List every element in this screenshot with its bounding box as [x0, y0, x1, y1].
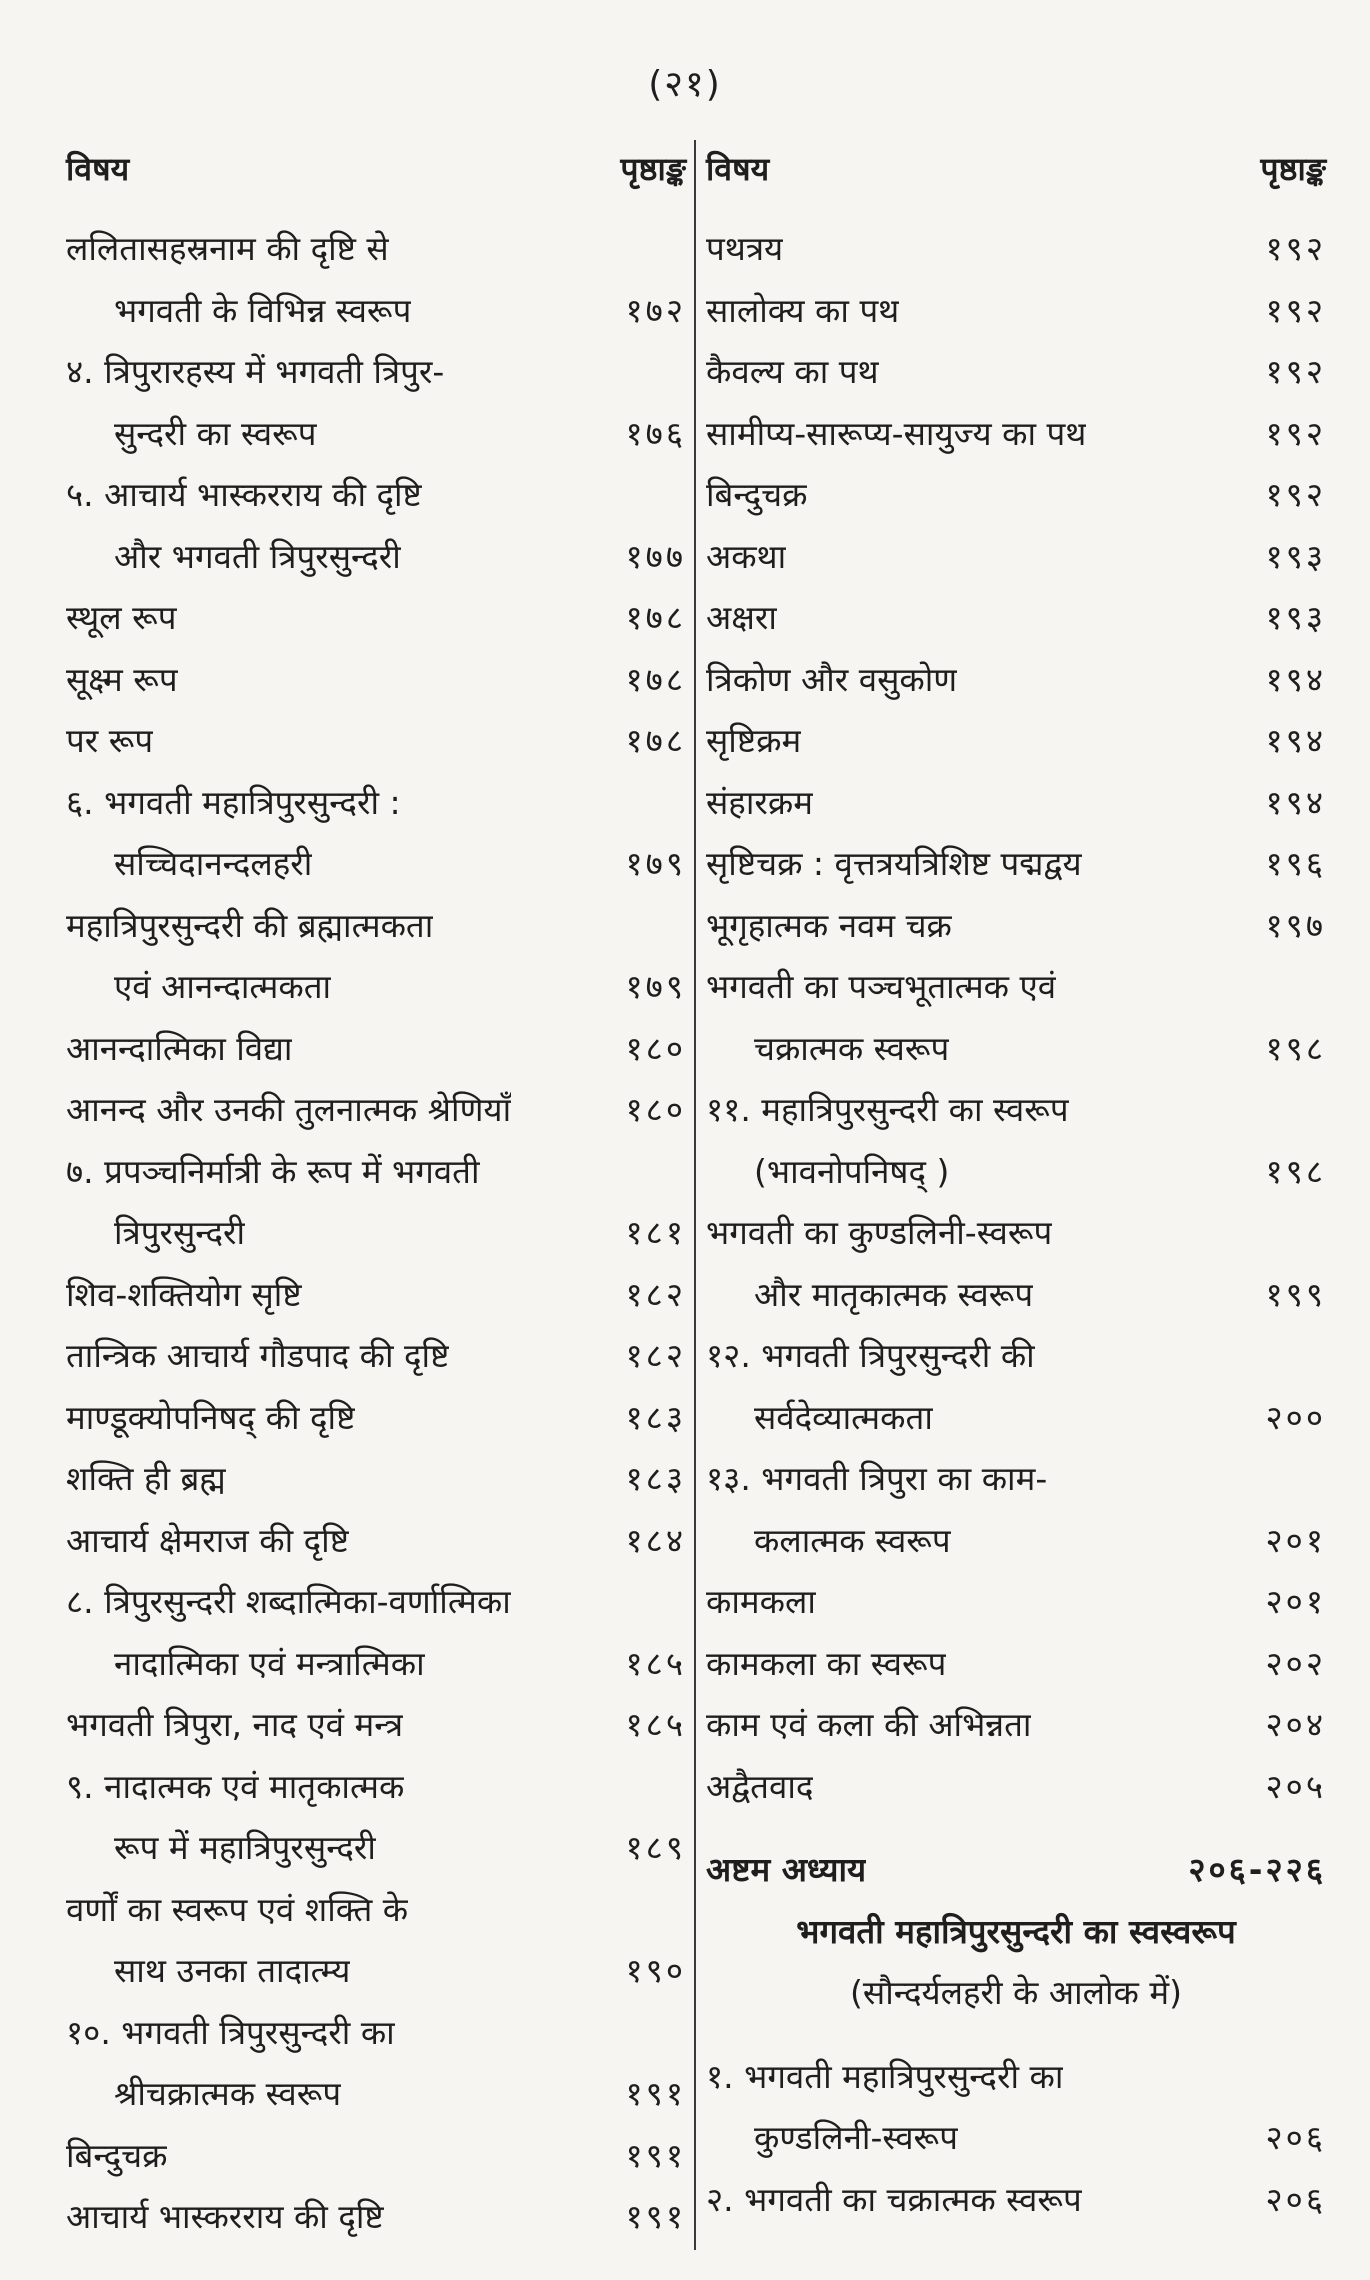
entry-title: २. भगवती का चक्रात्मक स्वरूप — [706, 2179, 1082, 2219]
entry-title: सालोक्य का पथ — [706, 290, 900, 330]
entry-title: ललितासहस्रनाम की दृष्टि से — [66, 229, 389, 268]
entry-page: १९२ — [1265, 475, 1326, 514]
entry-title: भगवती का कुण्डलिनी-स्वरूप — [706, 1213, 1053, 1252]
toc-entry — [66, 280, 686, 342]
chapter-range: २०६-२२६ — [1188, 1850, 1326, 1889]
entry-title: त्रिपुरसुन्दरी — [114, 1213, 246, 1252]
toc-entry — [66, 2125, 686, 2187]
toc-entry — [66, 1202, 686, 1264]
entry-title: भगवती का पञ्चभूतात्मक एवं — [706, 967, 1057, 1006]
entry-title: शिव-शक्तियोग सृष्टि — [66, 1274, 302, 1314]
toc-entry — [706, 526, 1326, 588]
entry-title: और मातृकात्मक स्वरूप — [754, 1274, 1034, 1314]
entry-title: एवं आनन्दात्मकता — [114, 967, 332, 1006]
toc-entry — [66, 649, 686, 711]
entry-page: १९४ — [1265, 721, 1326, 760]
page-number: (२१) — [648, 64, 722, 105]
chapter-heading — [706, 1839, 1326, 1901]
right-entries — [706, 218, 1326, 1817]
entry-title: और भगवती त्रिपुरसुन्दरी — [114, 536, 401, 576]
entry-page: २०६ — [1265, 2179, 1326, 2219]
toc-entry — [706, 1079, 1326, 1141]
toc-entry — [706, 341, 1326, 403]
toc-entry — [66, 1756, 686, 1818]
entry-title: ४. त्रिपुरारहस्य में भगवती त्रिपुर- — [66, 352, 445, 391]
toc-entry — [706, 464, 1326, 526]
toc-entry — [706, 2169, 1326, 2231]
right-column — [706, 140, 1326, 2250]
toc-entry — [706, 2046, 1326, 2108]
entry-page: १७६ — [625, 413, 686, 453]
entry-title: कलात्मक स्वरूप — [754, 1520, 951, 1560]
entry-title: १२. भगवती त्रिपुरसुन्दरी की — [706, 1336, 1035, 1375]
entry-title: सूक्ष्म रूप — [66, 659, 178, 699]
entry-page: १७८ — [625, 721, 686, 760]
entry-title: ८. त्रिपुरसुन्दरी शब्दात्मिका-वर्णात्मिका — [66, 1582, 511, 1621]
entry-title: संहारक्रम — [706, 782, 813, 822]
entry-title: आनन्दात्मिका विद्या — [66, 1028, 293, 1068]
left-header — [66, 140, 686, 198]
toc-entry — [66, 587, 686, 649]
entry-title: ९. नादात्मक एवं मातृकात्मक — [66, 1766, 405, 1806]
entry-title: ६. भगवती महात्रिपुरसुन्दरी : — [66, 782, 401, 822]
toc-entry — [706, 2107, 1326, 2169]
entry-page: १७८ — [625, 598, 686, 637]
entry-title: कामकला का स्वरूप — [706, 1643, 947, 1683]
toc-entry — [706, 956, 1326, 1018]
entry-page: २०६ — [1265, 2118, 1326, 2157]
entry-page: १८१ — [625, 1213, 686, 1252]
entry-title: श्रीचक्रात्मक स्वरूप — [114, 2074, 342, 2113]
entry-page: १९२ — [1265, 290, 1326, 330]
entry-title: साथ उनका तादात्म्य — [114, 1951, 351, 1990]
toc-entry — [706, 1756, 1326, 1818]
entry-page: २०५ — [1265, 1766, 1326, 1806]
entry-page: १८२ — [625, 1336, 686, 1375]
entry-page: १८५ — [625, 1705, 686, 1744]
entry-title: सुन्दरी का स्वरूप — [114, 413, 317, 453]
toc-entry — [706, 772, 1326, 834]
toc-entry — [706, 833, 1326, 895]
entry-page: १७७ — [625, 536, 686, 576]
entry-title: कुण्डलिनी-स्वरूप — [754, 2118, 958, 2157]
entry-title: सच्चिदानन्दलहरी — [114, 844, 313, 883]
entry-title: अद्वैतवाद — [706, 1766, 814, 1806]
entry-title: सृष्टिक्रम — [706, 721, 802, 760]
entry-page: १७९ — [625, 844, 686, 883]
entry-page: १९३ — [1265, 598, 1326, 637]
entry-title: १०. भगवती त्रिपुरसुन्दरी का — [66, 2012, 395, 2052]
entry-title: नादात्मिका एवं मन्त्रात्मिका — [114, 1643, 425, 1683]
toc-entry — [706, 1448, 1326, 1510]
entry-page: २०४ — [1265, 1705, 1326, 1744]
toc-entry — [66, 1694, 686, 1756]
toc-entry — [706, 403, 1326, 465]
chapter-note: (सौन्दर्यलहरी के आलोक में) — [850, 1973, 1182, 2012]
entry-title: (भावनोपनिषद् ) — [754, 1151, 950, 1191]
entry-page: २०१ — [1265, 1520, 1326, 1560]
entry-title: चक्रात्मक स्वरूप — [754, 1028, 950, 1068]
toc-entry — [66, 403, 686, 465]
entry-title: बिन्दुचक्र — [66, 2135, 168, 2175]
entry-title: त्रिकोण और वसुकोण — [706, 659, 958, 699]
entry-title: अक्षरा — [706, 598, 777, 637]
toc-entry — [66, 1510, 686, 1572]
entry-page: १७९ — [625, 967, 686, 1006]
entry-title: १. भगवती महात्रिपुरसुन्दरी का — [706, 2056, 1064, 2096]
toc-entry — [66, 772, 686, 834]
toc-entry — [66, 1325, 686, 1387]
page-heading: पृष्ठाङ्क — [620, 150, 686, 188]
entry-page: २०० — [1265, 1397, 1326, 1437]
entry-title: महात्रिपुरसुन्दरी की ब्रह्मात्मकता — [66, 905, 434, 945]
entry-title: भूगृहात्मक नवम चक्र — [706, 905, 952, 945]
entry-page: १८५ — [625, 1643, 686, 1683]
entry-page: १८३ — [625, 1397, 686, 1437]
entry-title: रूप में महात्रिपुरसुन्दरी — [114, 1828, 376, 1867]
right-header — [706, 140, 1326, 198]
toc-entry — [66, 1940, 686, 2002]
entry-page: १९३ — [1265, 536, 1326, 576]
entry-page: २०२ — [1265, 1643, 1326, 1683]
entry-page: १९४ — [1265, 659, 1326, 699]
chapter-title: अष्टम अध्याय — [706, 1850, 867, 1889]
entry-title: आचार्य भास्करराय की दृष्टि — [66, 2197, 384, 2236]
toc-entry — [66, 895, 686, 957]
entry-title: आचार्य क्षेमराज की दृष्टि — [66, 1520, 349, 1560]
toc-entry — [66, 956, 686, 1018]
entry-page: १८० — [625, 1028, 686, 1068]
entry-page: १९१ — [625, 2197, 686, 2236]
entry-title: १३. भगवती त्रिपुरा का काम- — [706, 1459, 1048, 1498]
entry-page: २०१ — [1265, 1582, 1326, 1621]
toc-entry — [66, 1633, 686, 1695]
toc-entry — [706, 649, 1326, 711]
entry-title: ७. प्रपञ्चनिर्मात्री के रूप में भगवती — [66, 1151, 480, 1191]
entry-page: १८४ — [625, 1520, 686, 1560]
entry-page: १७८ — [625, 659, 686, 699]
toc-entry — [706, 1141, 1326, 1203]
entry-page: १९४ — [1265, 782, 1326, 822]
toc-entry — [706, 895, 1326, 957]
toc-entry — [66, 1141, 686, 1203]
entry-page: १९२ — [1265, 352, 1326, 391]
entry-title: पर रूप — [66, 721, 154, 760]
toc-entry — [706, 1018, 1326, 1080]
entry-title: कैवल्य का पथ — [706, 352, 879, 391]
entry-page: १८३ — [625, 1459, 686, 1498]
entry-title: माण्डूक्योपनिषद् की दृष्टि — [66, 1397, 356, 1437]
entry-title: पथत्रय — [706, 229, 784, 268]
entry-page: १८२ — [625, 1274, 686, 1314]
entry-page: १९१ — [625, 2135, 686, 2175]
toc-entry — [66, 1571, 686, 1633]
entry-title: तान्त्रिक आचार्य गौडपाद की दृष्टि — [66, 1336, 450, 1375]
toc-entry — [66, 1079, 686, 1141]
toc-entry — [706, 1202, 1326, 1264]
toc-entry — [706, 1264, 1326, 1326]
entry-page: १९७ — [1265, 905, 1326, 945]
toc-entry — [66, 464, 686, 526]
toc-entry — [66, 833, 686, 895]
entry-page: १७२ — [625, 290, 686, 330]
chapter-subtitle: भगवती महात्रिपुरसुन्दरी का स्वस्वरूप — [796, 1911, 1236, 1951]
entry-page: १८९ — [625, 1828, 686, 1867]
entry-page: १९२ — [1265, 413, 1326, 453]
toc-entry — [706, 1387, 1326, 1449]
toc-entry — [706, 710, 1326, 772]
column-divider — [694, 140, 696, 2250]
entry-page: १९९ — [1265, 1274, 1326, 1314]
toc-entry — [66, 2002, 686, 2064]
toc-entry — [66, 1817, 686, 1879]
toc-entry — [706, 1633, 1326, 1695]
left-column — [66, 140, 686, 2250]
toc-entry — [66, 2186, 686, 2248]
entry-title: सृष्टिचक्र : वृत्तत्रयत्रिशिष्ट पद्मद्वय — [706, 844, 1082, 883]
entry-title: भगवती के विभिन्न स्वरूप — [114, 290, 412, 330]
entry-title: वर्णों का स्वरूप एवं शक्ति के — [66, 1889, 409, 1929]
toc-entry — [706, 587, 1326, 649]
toc-entry — [706, 1510, 1326, 1572]
entry-title: आनन्द और उनकी तुलनात्मक श्रेणियाँ — [66, 1090, 512, 1129]
toc-entry — [66, 1264, 686, 1326]
page-heading: पृष्ठाङ्क — [1260, 150, 1326, 188]
toc-entry — [66, 526, 686, 588]
entry-title: काम एवं कला की अभिन्नता — [706, 1705, 1032, 1744]
toc-entry — [706, 1694, 1326, 1756]
entry-page: १९८ — [1265, 1151, 1326, 1191]
toc-entry — [66, 1387, 686, 1449]
toc-entry — [706, 280, 1326, 342]
toc-entry — [706, 1571, 1326, 1633]
entry-title: बिन्दुचक्र — [706, 475, 808, 514]
entry-page: १९२ — [1265, 229, 1326, 268]
entry-title: सर्वदेव्यात्मकता — [754, 1397, 933, 1437]
toc-entry — [66, 1879, 686, 1941]
left-entries — [66, 218, 686, 2248]
entry-page: १९० — [625, 1951, 686, 1990]
entry-page: १९६ — [1265, 844, 1326, 883]
entry-title: स्थूल रूप — [66, 598, 177, 637]
toc-entry — [66, 710, 686, 772]
entry-title: भगवती त्रिपुरा, नाद एवं मन्त्र — [66, 1705, 404, 1744]
toc-entry — [66, 2063, 686, 2125]
entry-page: १९८ — [1265, 1028, 1326, 1068]
chapter-entries — [706, 2046, 1326, 2231]
toc-entry — [66, 341, 686, 403]
toc-entry — [66, 218, 686, 280]
toc-entry — [66, 1448, 686, 1510]
subject-heading: विषय — [66, 150, 130, 188]
entry-title: अकथा — [706, 536, 787, 576]
entry-title: ५. आचार्य भास्करराय की दृष्टि — [66, 475, 422, 514]
subject-heading: विषय — [706, 150, 770, 188]
entry-page: १८० — [625, 1090, 686, 1129]
entry-title: कामकला — [706, 1582, 816, 1621]
entry-page: १९१ — [625, 2074, 686, 2113]
entry-title: ११. महात्रिपुरसुन्दरी का स्वरूप — [706, 1090, 1069, 1129]
entry-title: सामीप्य-सारूप्य-सायुज्य का पथ — [706, 413, 1087, 453]
toc-entry — [706, 218, 1326, 280]
entry-title: शक्ति ही ब्रह्म — [66, 1459, 226, 1498]
toc-entry — [706, 1325, 1326, 1387]
toc-entry — [66, 1018, 686, 1080]
